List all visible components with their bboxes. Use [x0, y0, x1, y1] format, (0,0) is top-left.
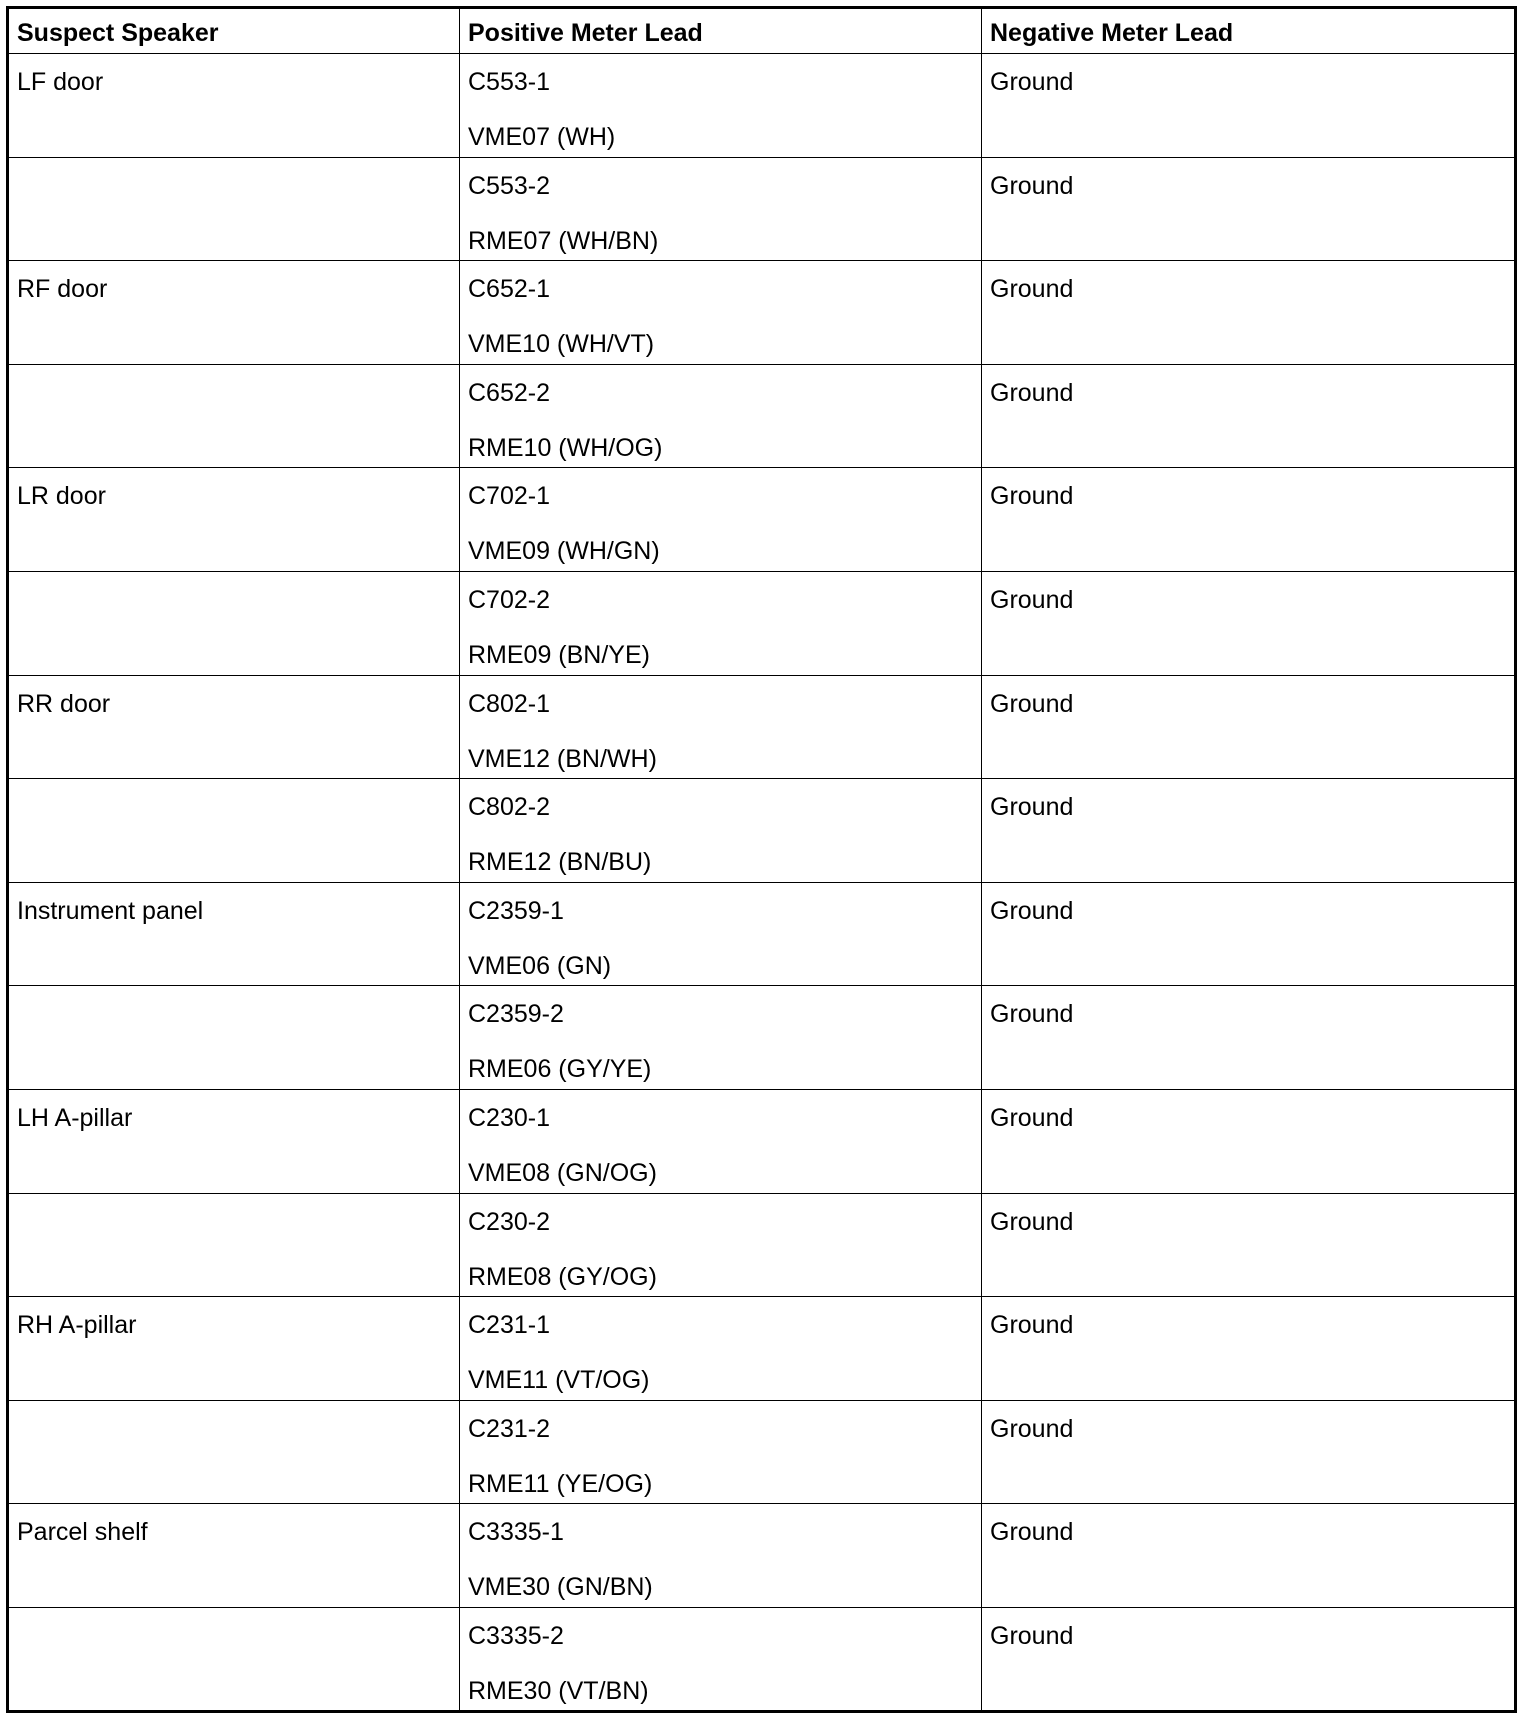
negative-meter-lead-cell [982, 1193, 1516, 1297]
positive-meter-lead-cell [460, 1089, 982, 1193]
negative-lead-value: Ground [990, 793, 1074, 822]
positive-meter-lead-cell [460, 1297, 982, 1401]
circuit-wire-color: RME06 (GY/YE) [468, 1055, 652, 1084]
speaker-location: RH A-pillar [17, 1311, 137, 1340]
circuit-wire-color: RME08 (GY/OG) [468, 1262, 657, 1291]
speaker-location: LR door [17, 482, 106, 511]
negative-lead-value: Ground [990, 689, 1074, 718]
suspect-speaker-cell [8, 571, 460, 675]
negative-meter-lead-cell [982, 54, 1516, 158]
circuit-wire-color: VME12 (BN/WH) [468, 744, 657, 773]
negative-lead-value: Ground [990, 1103, 1074, 1132]
suspect-speaker-cell [8, 261, 460, 365]
suspect-speaker-cell [8, 364, 460, 468]
suspect-speaker-cell [8, 986, 460, 1090]
suspect-speaker-cell [8, 1193, 460, 1297]
document-page [6, 6, 1514, 1713]
circuit-wire-color: RME10 (WH/OG) [468, 433, 663, 462]
suspect-speaker-cell [8, 1089, 460, 1193]
negative-lead-value: Ground [990, 1414, 1074, 1443]
connector-pin: C231-1 [468, 1311, 550, 1340]
negative-meter-lead-cell [982, 468, 1516, 572]
positive-meter-lead-cell [460, 986, 982, 1090]
positive-meter-lead-cell [460, 571, 982, 675]
table-row [8, 1193, 1516, 1297]
table-row [8, 364, 1516, 468]
table-row [8, 54, 1516, 158]
positive-meter-lead-cell [460, 468, 982, 572]
positive-meter-lead-cell [460, 364, 982, 468]
positive-meter-lead-cell [460, 54, 982, 158]
table-row [8, 882, 1516, 986]
table-row [8, 1297, 1516, 1401]
negative-meter-lead-cell [982, 1089, 1516, 1193]
connector-pin: C702-2 [468, 585, 550, 614]
circuit-wire-color: VME07 (WH) [468, 123, 616, 151]
table-row [8, 157, 1516, 261]
negative-meter-lead-cell [982, 364, 1516, 468]
table-row [8, 675, 1516, 779]
suspect-speaker-cell [8, 779, 460, 883]
circuit-wire-color: RME11 (YE/OG) [468, 1469, 653, 1498]
positive-meter-lead-cell [460, 1400, 982, 1504]
negative-meter-lead-cell [982, 675, 1516, 779]
connector-pin: C553-1 [468, 68, 550, 96]
suspect-speaker-cell [8, 1504, 460, 1608]
positive-meter-lead-cell [460, 157, 982, 261]
negative-meter-lead-cell [982, 779, 1516, 883]
negative-lead-value: Ground [990, 1207, 1074, 1236]
negative-lead-value: Ground [990, 171, 1074, 200]
negative-meter-lead-cell [982, 571, 1516, 675]
circuit-wire-color: RME12 (BN/BU) [468, 848, 652, 877]
negative-meter-lead-cell [982, 986, 1516, 1090]
suspect-speaker-cell [8, 675, 460, 779]
negative-meter-lead-cell [982, 1607, 1516, 1711]
table-row [8, 1400, 1516, 1504]
circuit-wire-color: VME06 (GN) [468, 951, 612, 980]
connector-pin: C702-1 [468, 482, 550, 511]
header-positive-meter-lead: Positive Meter Lead [460, 8, 982, 54]
positive-meter-lead-cell [460, 1504, 982, 1608]
negative-lead-value: Ground [990, 1621, 1074, 1650]
table-row [8, 571, 1516, 675]
suspect-speaker-cell [8, 1297, 460, 1401]
negative-meter-lead-cell [982, 1504, 1516, 1608]
negative-lead-value: Ground [990, 68, 1074, 96]
positive-meter-lead-cell [460, 1193, 982, 1297]
speaker-location: LH A-pillar [17, 1103, 133, 1132]
connector-pin: C553-2 [468, 171, 550, 200]
suspect-speaker-cell [8, 1400, 460, 1504]
connector-pin: C230-1 [468, 1103, 550, 1132]
table-body [8, 54, 1516, 1712]
negative-lead-value: Ground [990, 1518, 1074, 1547]
circuit-wire-color: VME11 (VT/OG) [468, 1366, 650, 1395]
connector-pin: C231-2 [468, 1414, 550, 1443]
speaker-location: Parcel shelf [17, 1518, 148, 1547]
negative-lead-value: Ground [990, 585, 1074, 614]
suspect-speaker-cell [8, 54, 460, 158]
header-negative-meter-lead: Negative Meter Lead [982, 8, 1516, 54]
speaker-location: Instrument panel [17, 896, 204, 925]
header-row [8, 8, 1516, 54]
positive-meter-lead-cell [460, 675, 982, 779]
suspect-speaker-cell [8, 157, 460, 261]
connector-pin: C652-2 [468, 378, 550, 407]
connector-pin: C3335-1 [468, 1518, 564, 1547]
table-row [8, 261, 1516, 365]
connector-pin: C652-1 [468, 275, 550, 304]
circuit-wire-color: VME09 (WH/GN) [468, 537, 660, 566]
speaker-test-table [6, 6, 1517, 1713]
header-suspect-speaker: Suspect Speaker [8, 8, 460, 54]
positive-meter-lead-cell [460, 1607, 982, 1711]
negative-lead-value: Ground [990, 482, 1074, 511]
table-row [8, 1089, 1516, 1193]
table-row [8, 986, 1516, 1090]
speaker-location: RR door [17, 689, 111, 718]
connector-pin: C802-2 [468, 793, 550, 822]
negative-meter-lead-cell [982, 261, 1516, 365]
circuit-wire-color: VME10 (WH/VT) [468, 330, 655, 359]
table-row [8, 1607, 1516, 1711]
table-row [8, 779, 1516, 883]
negative-lead-value: Ground [990, 275, 1074, 304]
connector-pin: C802-1 [468, 689, 550, 718]
connector-pin: C230-2 [468, 1207, 550, 1236]
connector-pin: C3335-2 [468, 1621, 564, 1650]
negative-meter-lead-cell [982, 157, 1516, 261]
suspect-speaker-cell [8, 468, 460, 572]
negative-meter-lead-cell [982, 882, 1516, 986]
negative-meter-lead-cell [982, 1400, 1516, 1504]
circuit-wire-color: VME08 (GN/OG) [468, 1158, 657, 1187]
positive-meter-lead-cell [460, 882, 982, 986]
negative-lead-value: Ground [990, 1311, 1074, 1340]
circuit-wire-color: RME07 (WH/BN) [468, 226, 659, 255]
negative-meter-lead-cell [982, 1297, 1516, 1401]
speaker-location: RF door [17, 275, 108, 304]
negative-lead-value: Ground [990, 1000, 1074, 1029]
suspect-speaker-cell [8, 1607, 460, 1711]
positive-meter-lead-cell [460, 261, 982, 365]
positive-meter-lead-cell [460, 779, 982, 883]
table-header [8, 8, 1516, 54]
suspect-speaker-cell [8, 882, 460, 986]
negative-lead-value: Ground [990, 896, 1074, 925]
table-row [8, 468, 1516, 572]
connector-pin: C2359-2 [468, 1000, 564, 1029]
connector-pin: C2359-1 [468, 896, 564, 925]
circuit-wire-color: VME30 (GN/BN) [468, 1573, 653, 1602]
speaker-location: LF door [17, 68, 104, 96]
circuit-wire-color: RME30 (VT/BN) [468, 1676, 649, 1705]
negative-lead-value: Ground [990, 378, 1074, 407]
circuit-wire-color: RME09 (BN/YE) [468, 640, 650, 669]
table-row [8, 1504, 1516, 1608]
